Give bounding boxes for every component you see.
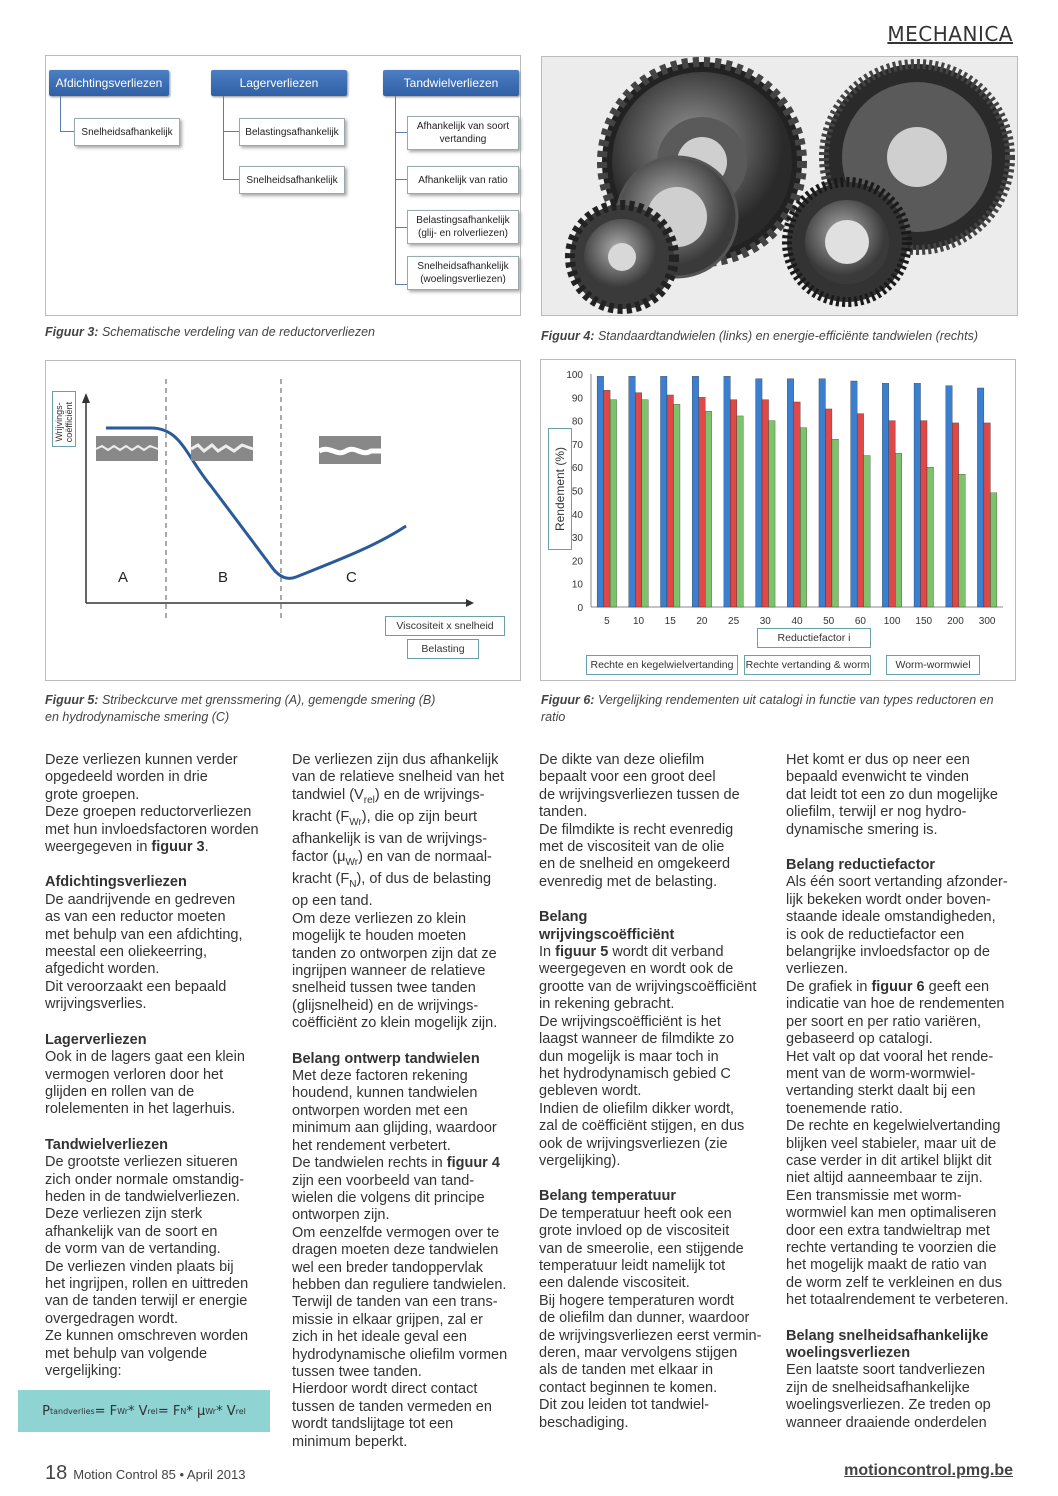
heading-reductiefactor: Belang reductiefactor (786, 857, 936, 874)
bar-rechte-vertanding-worm-5 (604, 390, 611, 607)
x-tick-label: 10 (632, 616, 645, 627)
heading-afdichtingsverliezen: Afdichtingsverliezen (45, 874, 187, 891)
figure-5-stribeck (45, 360, 521, 681)
bar-worm-wormwiel-5 (610, 400, 617, 607)
y-tick-label: 40 (571, 509, 583, 521)
bar-worm-wormwiel-50 (832, 439, 839, 607)
x-tick-label: 5 (604, 616, 610, 627)
bar-worm-wormwiel-15 (673, 404, 680, 607)
bar-rechte-vertanding-worm-30 (762, 400, 769, 607)
bar-rechte-en-kegelwielvertanding-30 (756, 379, 763, 607)
figure-6-caption: Figuur 6: Vergelijking rendementen uit catalogi in functie van types reductoren en ratio (541, 693, 994, 724)
y-tick-label: 90 (571, 393, 583, 405)
x-tick-label: 30 (759, 616, 771, 627)
x-tick-label: 20 (696, 616, 708, 627)
y-tick-label: 20 (571, 556, 583, 568)
surface-a-icon (96, 436, 158, 461)
bar-worm-wormwiel-10 (642, 400, 649, 607)
bar-worm-wormwiel-60 (864, 456, 871, 607)
footer-left (45, 1462, 245, 1485)
bar-rechte-vertanding-worm-50 (825, 409, 832, 607)
y-axis-label: Wrijvings- coëfficiënt (52, 391, 76, 447)
bar-worm-wormwiel-25 (737, 416, 744, 607)
diagram-item-belasting: Belastingsafhankelijk (239, 118, 345, 146)
bar-rechte-vertanding-worm-20 (699, 397, 706, 607)
heading-woelingsverliezen: Belang snelheidsafhankelijke woelingsverliezen (786, 1327, 989, 1361)
diagram-item-snelheid-2: Snelheidsafhankelijk (239, 166, 345, 194)
heading-wrijvingscoefficient: Belang wrijvingscoëfficiënt (539, 909, 675, 943)
col2-p1: De verliezen zijn dus afhankelijk van de relatieve snelheid van het tandwiel $(V_{rel})$ en de wrijvings- kracht $(F_{Wr})$, die op zijn beurt afhankelijk is van de wrijvings- factor $(\mu_{Wr})$ en van de normaal- kracht $(F_N)$, of dus de belasting op een tand. Om deze verliezen zo klein mogelijk te houden moeten tanden zo ontworpen zijn dat ze ingrijpen wanneer de relatieve snelheid tussen twee tanden (glijsnelheid) en de wrijvings- coëfficiënt zo klein mogelijk zijn. (292, 752, 505, 1032)
bar-rechte-en-kegelwielvertanding-60 (851, 381, 858, 607)
x-tick-label: 50 (823, 616, 835, 627)
footer-url[interactable]: motioncontrol.pmg.be (844, 1462, 1013, 1479)
diagram-item-woeling: Snelheidsafhankelijk (woelingsverliezen) (407, 256, 519, 290)
y-tick-label: 10 (571, 579, 583, 591)
diagram-item-soort: Afhankelijk van soort vertanding (407, 116, 519, 150)
bar-rechte-en-kegelwielvertanding-300 (977, 388, 984, 607)
x-tick-label: 100 (883, 616, 901, 627)
bar-rechte-en-kegelwielvertanding-100 (882, 383, 889, 607)
bar-worm-wormwiel-150 (927, 467, 934, 607)
bar-rechte-vertanding-worm-100 (889, 421, 896, 607)
bar-rechte-en-kegelwielvertanding-15 (660, 376, 667, 607)
figure-4-photo (541, 56, 1018, 316)
text-column-4 (786, 752, 1012, 1432)
bar-rechte-en-kegelwielvertanding-25 (724, 376, 731, 607)
y-tick-label: 100 (566, 370, 583, 381)
diagram-header-lager: Lagerverliezen (211, 70, 347, 96)
col1-p3: Ook in de lagers gaat een klein vermogen verloren door het glijden en rollen van de rolelementen in het lagerhuis. (45, 1049, 245, 1118)
region-a: A (118, 569, 129, 586)
x-tick-label: 15 (664, 616, 676, 627)
x-axis-label-2: Belasting (407, 639, 479, 659)
bar-rechte-en-kegelwielvertanding-20 (692, 376, 699, 607)
figure-3-diagram (45, 55, 521, 316)
heading-tandwielverliezen: Tandwielverliezen (45, 1136, 169, 1153)
figure-3-caption: Figuur 3: Schematische verdeling van de reductorverliezen (45, 325, 376, 339)
text-column-2 (292, 752, 518, 1451)
bar-rechte-vertanding-worm-10 (635, 393, 642, 607)
heading-ontwerp-tandwielen: Belang ontwerp tandwielen (292, 1050, 480, 1067)
x-axis-label-1: Viscositeit x snelheid (385, 616, 505, 636)
bar-rechte-en-kegelwielvertanding-50 (819, 379, 826, 607)
legend-worm-wormwiel: Worm-wormwiel (886, 655, 980, 675)
section-title: MECHANICA (887, 22, 1013, 46)
bar-worm-wormwiel-100 (895, 453, 902, 607)
bar-worm-wormwiel-40 (800, 428, 807, 607)
diagram-item-belasting-tand: Belastingsafhankelijk (glij- en rolverliezen) (407, 210, 519, 244)
heading-lagerverliezen: Lagerverliezen (45, 1031, 147, 1048)
col4-p1: Het komt er dus op neer een bepaald evenwicht te vinden dat leidt tot een zo dun mogelijke oliefilm, terwijl er nog hydro- dynamische smering is. (786, 752, 998, 838)
text-column-1 (45, 752, 271, 1380)
col3-p3: De temperatuur heeft ook een grote invloed op de viscositeit van de smeerolie, een stijgende temperatuur leidt namelijk tot een dalende viscositeit. Bij hogere temperaturen wordt de oliefilm dan dunner, waardoor de wrijvingsverliezen eerst vermin- deren, maar vervolgens stijgen als de tanden met elkaar in contact beginnen te komen. Dit zou leiden tot tandwiel- beschadiging. (539, 1205, 762, 1431)
bar-rechte-vertanding-worm-40 (794, 402, 801, 607)
y-tick-label: 50 (571, 486, 583, 498)
bar-rechte-vertanding-worm-150 (921, 421, 928, 607)
surface-b-icon (191, 436, 253, 461)
bar-rechte-vertanding-worm-300 (984, 423, 991, 607)
gears-image (542, 57, 1017, 315)
x-tick-label: 200 (947, 616, 964, 627)
y-tick-label: 0 (577, 603, 583, 614)
x-tick-label: 300 (978, 616, 996, 627)
region-c: C (346, 569, 357, 586)
diagram-item-ratio: Afhankelijk van ratio (407, 166, 519, 194)
bar-rechte-en-kegelwielvertanding-40 (787, 379, 794, 607)
col1-p4: De grootste verliezen situeren zich onder normale omstandig- heden in de tandwielverliezen. Deze verliezen zijn sterk afhankelijk van de soort en de vorm van de vertanding. De verliezen vinden plaats bij het ingrijpen, rollen en uittreden van de tanden terwijl er energie overgedragen wordt. Ze kunnen omschreven worden met behulp van volgende vergelijking: (45, 1154, 249, 1379)
legend-rechte-worm: Rechte vertanding & worm (744, 655, 871, 675)
col2-p2: Met deze factoren rekening houdend, kunnen tandwielen ontworpen worden met een minimum aan glijding, waardoor het rendement verbetert. De tandwielen rechts in figuur 4 zijn een voorbeeld van tand- wielen die volgens dit principe ontworpen zijn. Om eenzelfde vermogen over te dragen moeten deze tandwielen wel een breder tandoppervlak hebben dan reguliere tandwielen. Terwijl de tanden van een trans- missie in elkaar grijpen, zal er zich in het ideale geval een hydrodynamische oliefilm vormen tussen twee tanden. Hierdoor wordt direct contact tussen de tanden vermeden en wordt tandslijtage tot een minimum beperkt. (292, 1068, 508, 1450)
col1-p2: De aandrijvende en gedreven as van een reductor moeten met behulp van een afdichting, meestal een oliekeerring, afgedicht worden. Dit veroorzaakt een bepaald wrijvingsverlies. (45, 891, 243, 1013)
bar-rechte-en-kegelwielvertanding-10 (629, 376, 636, 607)
chart-x-label: Reductiefactor i (757, 628, 871, 648)
bar-rechte-en-kegelwielvertanding-200 (946, 386, 953, 607)
x-tick-label: 150 (915, 616, 933, 627)
bar-rechte-en-kegelwielvertanding-5 (597, 376, 604, 607)
surface-c-icon (319, 436, 381, 464)
x-tick-label: 25 (728, 616, 740, 627)
figure-5-caption: Figuur 5: Stribeckcurve met grenssmering (A), gemengde smering (B) en hydrodynamische smering (C) (45, 693, 436, 724)
diagram-header-tandwiel: Tandwielverliezen (383, 70, 519, 96)
bar-worm-wormwiel-300 (990, 493, 997, 607)
col4-p2: Als één soort vertanding afzonder- lijk bekeken wordt onder boven- staande ideale omstandigheden, is ook de reductiefactor een belangrijke invloedsfactor op de verliezen. De grafiek in figuur 6 geeft een indicatie van hoe de rendementen per soort en per ratio variëren, gebaseerd op catalogi. Het valt op dat vooral het rende- ment van de worm-wormwiel- vertanding sterkt daalt bij een toenemende ratio. De rechte en kegelwielvertanding blijken veel stabieler, maar uit de case verder in dit artikel blijkt dit niet altijd aanneembaar te zijn. Een transmissie met worm- wormwiel kan men optimaliseren door een extra tandwieltrap met rechte vertanding te voorzien die het mogelijk maakt de ratio van de worm zelf te verkleinen en dus het totaalrendement te verbeteren. (786, 874, 1009, 1309)
bar-rechte-vertanding-worm-15 (667, 395, 674, 607)
y-tick-label: 70 (571, 439, 583, 451)
bar-rechte-vertanding-worm-25 (730, 400, 737, 607)
legend-rechte-kegel: Rechte en kegelwielvertanding (586, 655, 738, 675)
figure-4-caption: Figuur 4: Standaardtandwielen (links) en energie-efficiënte tandwielen (rechts) (541, 329, 979, 343)
bar-worm-wormwiel-30 (769, 421, 776, 607)
col4-p4: Een laatste soort tandverliezen zijn de snelheidsafhankelijke woelingsverliezen. Ze treden op wanneer draaiende onderdelen (786, 1362, 991, 1431)
col1-intro: Deze verliezen kunnen verder opgedeeld worden in drie grote groepen. Deze groepen reductorverliezen met hun invloedsfactoren worden weergegeven in figuur 3. (45, 752, 259, 856)
heading-temperatuur: Belang temperatuur (539, 1188, 676, 1205)
bar-rechte-vertanding-worm-60 (857, 414, 864, 607)
bar-worm-wormwiel-20 (705, 411, 712, 607)
y-tick-label: 30 (571, 533, 583, 545)
bar-rechte-en-kegelwielvertanding-150 (914, 383, 921, 607)
formula-box: P tandverlies = F Wr * V rel = F N * μ Wr * V rel (18, 1390, 270, 1432)
col3-p2: In figuur 5 wordt dit verband weergegeven en wordt ook de grootte van de wrijvingscoëfficiënt in rekening gebracht. De wrijvingscoëfficiënt is het laagst wanneer de filmdikte zo dun mogelijk is maar toch in het hydrodynamisch gebied C gebleven wordt. Indien de oliefilm dikker wordt, zal de coëfficiënt stijgen, en dus ook de wrijvingsverliezen (zie vergelijking). (539, 944, 757, 1169)
bar-worm-wormwiel-200 (959, 474, 966, 607)
col3-p1: De dikte van deze oliefilm bepaalt voor een groot deel de wrijvingsverliezen tussen de tanden. De filmdikte is recht evenredig met de viscositeit van de olie en de snelheid en omgekeerd evenredig met de belasting. (539, 752, 740, 890)
text-column-3 (539, 752, 765, 1432)
page-number: 18 (45, 1462, 68, 1484)
region-b: B (218, 569, 229, 586)
magazine-info: Motion Control 85 • April 2013 (73, 1467, 246, 1482)
diagram-item-snelheid-1: Snelheidsafhankelijk (74, 118, 180, 146)
x-tick-label: 60 (854, 616, 866, 627)
chart-y-label: Rendement (%) (548, 428, 572, 550)
bar-rechte-vertanding-worm-200 (952, 423, 959, 607)
figure-6-chart (540, 359, 1016, 681)
y-tick-label: 60 (571, 463, 583, 475)
diagram-header-afdichting: Afdichtingsverliezen (49, 70, 169, 96)
y-tick-label: 80 (571, 416, 583, 428)
x-tick-label: 40 (791, 616, 803, 627)
